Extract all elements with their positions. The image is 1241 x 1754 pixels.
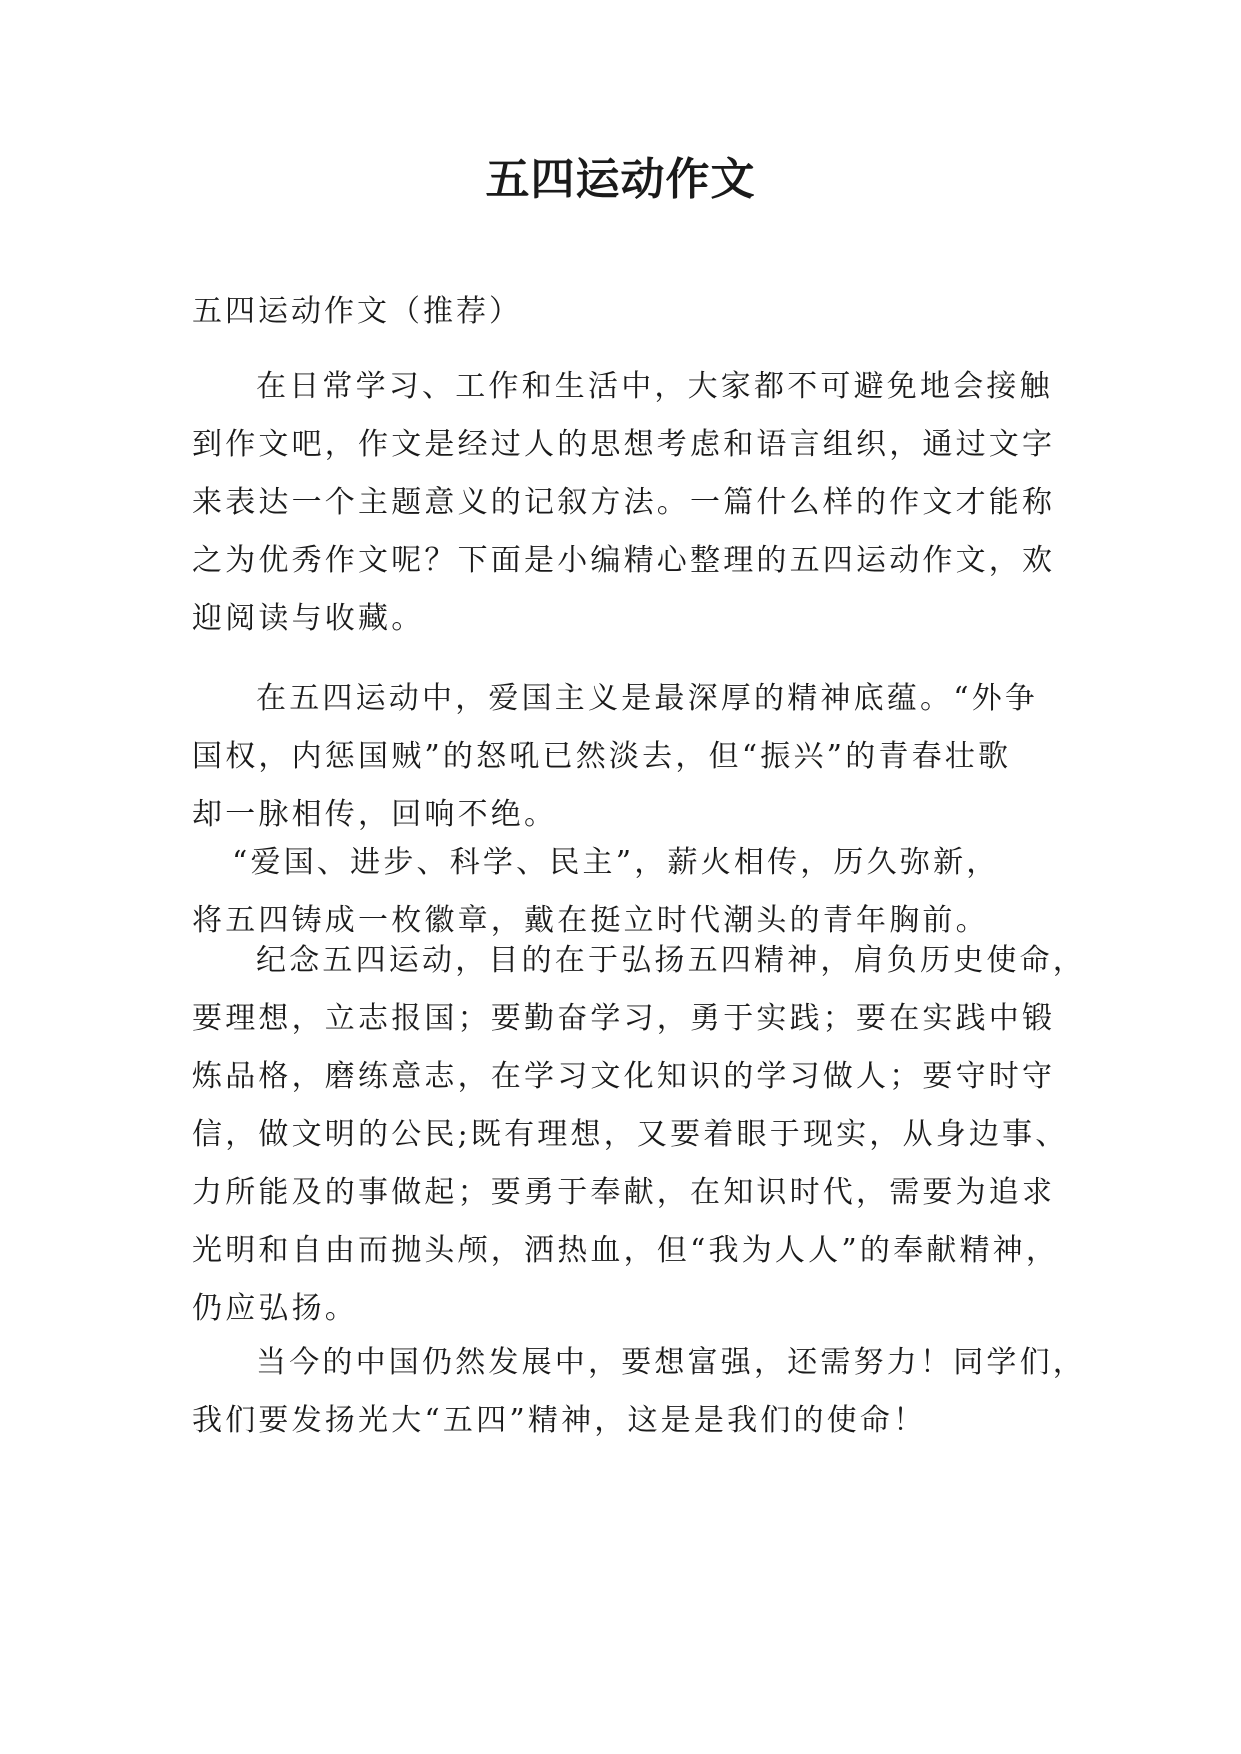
paragraph-line: 信，做文明的公民;既有理想，又要着眼于现实，从身边事、 [192, 1117, 1069, 1152]
paragraph-intro [192, 358, 1056, 648]
document-title: 五四运动作文 [485, 154, 756, 205]
paragraph-line: 却一脉相传，回响不绝。 [192, 797, 558, 832]
paragraph-line: 当今的中国仍然发展中，要想富强，还需努力！同学们， [256, 1345, 1086, 1380]
paragraph-line: 在日常学习、工作和生活中，大家都不可避免地会接触 [256, 369, 1053, 404]
paragraph-line: 之为优秀作文呢？下面是小编精心整理的五四运动作文，欢 [192, 543, 1056, 578]
paragraph-line: 力所能及的事做起；要勇于奉献，在知识时代，需要为追求 [192, 1175, 1056, 1210]
paragraph-line: 纪念五四运动，目的在于弘扬五四精神，肩负历史使命， [256, 943, 1086, 978]
paragraph-line: “爱国、进步、科学、民主”，薪火相传，历久弥新， [232, 845, 1000, 880]
paragraph-commemoration [192, 932, 1086, 1338]
paragraph-line: 我们要发扬光大“五四”精神，这是是我们的使命！ [192, 1403, 927, 1438]
paragraph-line: 仍应弘扬。 [192, 1291, 358, 1326]
paragraph-line: 来表达一个主题意义的记叙方法。一篇什么样的作文才能称 [192, 485, 1056, 520]
paragraph-patriotism [192, 670, 1048, 844]
paragraph-line: 迎阅读与收藏。 [192, 601, 425, 636]
paragraph-line: 要理想，立志报国；要勤奋学习，勇于实践；要在实践中锻 [192, 1001, 1056, 1036]
paragraph-line: 炼品格，磨练意志，在学习文化知识的学习做人；要守时守 [192, 1059, 1056, 1094]
paragraph-line: 光明和自由而抛头颅，洒热血，但“我为人人”的奉献精神， [192, 1233, 1060, 1268]
document-subtitle: 五四运动作文（推荐） [192, 294, 522, 329]
paragraph-line: 在五四运动中，爱国主义是最深厚的精神底蕴。“外争 [256, 681, 1039, 716]
paragraph-conclusion [192, 1334, 1086, 1450]
paragraph-line: 国权，内惩国贼”的怒吼已然淡去，但“振兴”的青春壮歌 [192, 739, 1012, 774]
paragraph-line: 将五四铸成一枚徽章，戴在挺立时代潮头的青年胸前。 [192, 903, 989, 938]
paragraph-line: 到作文吧，作文是经过人的思想考虑和语言组织，通过文字 [192, 427, 1056, 462]
